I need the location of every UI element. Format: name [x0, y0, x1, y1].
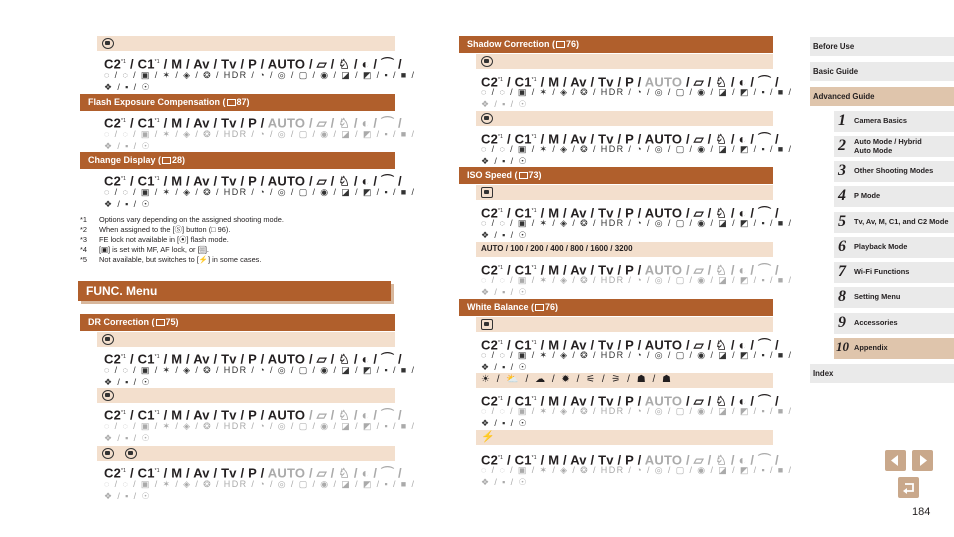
mode-line-3: ❖ / ▪ / ☉: [481, 477, 528, 487]
chapter-label: Appendix: [854, 343, 888, 353]
wb-flash-row: [476, 430, 773, 445]
iso-values-row: [476, 242, 773, 257]
next-page-button[interactable]: [912, 450, 933, 471]
change-display-header: Change Display ( 28): [80, 152, 395, 169]
dr-option-row: [97, 332, 395, 347]
arrow-left-icon: [885, 450, 906, 471]
dr-400-icon: [125, 448, 137, 459]
nav-chapter-8[interactable]: [834, 287, 954, 308]
shadow-auto-icon: [481, 56, 493, 67]
book-icon: [556, 41, 565, 48]
mode-line-2: ◌ / ◌ / ▣ / ✶ / ◈ / ❂ / HDR / ◔ / ◎ / ▢ / ◉ / ◪ / ◩ / ▪ / ■ /: [481, 218, 793, 228]
chapter-number: 5: [838, 213, 846, 230]
footnote: *2 When assigned to the [Ⓢ] button (□ 96).: [80, 225, 231, 234]
mode-line-2: ◌ / ◌ / ▣ / ✶ / ◈ / ❂ / HDR / ◔ / ◎ / ▢ / ◉ / ◪ / ◩ / ▪ / ■ /: [104, 479, 416, 489]
chapter-label: Playback Mode: [854, 242, 908, 252]
dr-off-icon: [102, 390, 114, 401]
prev-page-button[interactable]: [885, 450, 906, 471]
mode-line: C2$^{*1}$ / C1$^{*1}$ / M / Av / Tv / P / AUTO / ▱ / ♘ / ◐ / ⌒ /: [481, 262, 779, 278]
nav-chapter-5[interactable]: [834, 212, 954, 233]
mode-line-2: ◌ / ◌ / ▣ / ✶ / ◈ / ❂ / HDR / ◔ / ◎ / ▢ / ◉ / ◪ / ◩ / ▪ / ■ /: [481, 350, 793, 360]
chapter-number: 3: [838, 162, 846, 179]
white-balance-header: White Balance ( 76): [459, 299, 773, 316]
mode-line-3: ❖ / ▪ / ☉: [481, 362, 528, 372]
mode-line: C2$^{*1}$ / C1$^{*1}$ / M / Av / Tv / P / AUTO / ▱ / ♘ / ◐ / ⌒ /: [104, 351, 402, 367]
wb-presets-icons: ☀ / ⛅ / ☁ / ✹ / ⚟ / ⚞ / ☗ / ☗: [481, 374, 673, 385]
mode-line-2: ◌ / ◌ / ▣ / ✶ / ◈ / ❂ / HDR / ◔ / ◎ / ▢ / ◉ / ◪ / ◩ / ▪ / ■ /: [104, 365, 416, 375]
footnote: *3 FE lock not available in [⦿] flash mode.: [80, 235, 229, 244]
nav-chapter-10[interactable]: [834, 338, 954, 359]
book-icon: [156, 319, 165, 326]
chapter-label: Auto Mode / Hybrid Auto Mode: [854, 137, 922, 155]
mode-line-3: ❖ / ▪ / ☉: [481, 287, 528, 297]
chapter-label: P Mode: [854, 191, 881, 201]
nav-before-use[interactable]: Before Use: [810, 37, 954, 56]
mode-line-3: ❖ / ▪ / ☉: [481, 230, 528, 240]
mode-line-2: ◌ / ◌ / ▣ / ✶ / ◈ / ❂ / HDR / ◔ / ◎ / ▢ / ◉ / ◪ / ◩ / ▪ / ■ /: [481, 87, 793, 97]
dr-option-row: [97, 446, 395, 461]
nav-basic-guide[interactable]: Basic Guide: [810, 62, 954, 81]
chapter-number: 4: [838, 187, 846, 204]
nav-chapter-1[interactable]: [834, 111, 954, 132]
chapter-number: 9: [838, 314, 846, 331]
mode-line-3: ❖ / ▪ / ☉: [481, 418, 528, 428]
mode-line: C2$^{*1}$ / C1$^{*1}$ / M / Av / Tv / P / AUTO / ▱ / ♘ / ◐ / ⌒ /: [481, 393, 779, 409]
mode-line: C2$^{*1}$ / C1$^{*1}$ / M / Av / Tv / P / AUTO / ▱ / ♘ / ◐ / ⌒ /: [481, 205, 779, 221]
nav-chapter-6[interactable]: [834, 237, 954, 258]
chapter-number: 7: [838, 263, 846, 280]
mode-line-3: ❖ / ▪ / ☉: [104, 377, 151, 387]
book-icon: [519, 172, 528, 179]
iso-option-row: [476, 185, 773, 200]
wb-option-row: [476, 317, 773, 332]
mode-line: C2$^{*1}$ / C1$^{*1}$ / M / Av / Tv / P / AUTO / ▱ / ♘ / ◐ / ⌒ /: [104, 465, 402, 481]
mode-line-2: ◌ / ◌ / ▣ / ✶ / ◈ / ❂ / HDR / ◔ / ◎ / ▢ / ◉ / ◪ / ◩ / ▪ / ■ /: [104, 421, 416, 431]
flash-mode-icon: [102, 38, 114, 49]
nav-chapter-3[interactable]: [834, 161, 954, 182]
mode-line-2: ◌ / ◌ / ▣ / ✶ / ◈ / ❂ / HDR / ◔ / ◎ / ▢ / ◉ / ◪ / ◩ / ▪ / ■ /: [481, 406, 793, 416]
mode-line-3: ❖ / ▪ / ☉: [104, 199, 151, 209]
chapter-number: 2: [838, 137, 846, 154]
chapter-label: Camera Basics: [854, 116, 908, 126]
mode-line-2: ◌ / ◌ / ▣ / ✶ / ◈ / ❂ / HDR / ◔ / ◎ / ▢ / ◉ / ◪ / ◩ / ▪ / ■ /: [104, 70, 416, 80]
dr-auto-icon: [102, 334, 114, 345]
dr-correction-header: DR Correction ( 75): [80, 314, 395, 331]
shadow-option-row: [476, 111, 773, 126]
mode-line: C2$^{*1}$ / C1$^{*1}$ / M / Av / Tv / P / AUTO / ▱ / ♘ / ◐ / ⌒ /: [481, 74, 779, 90]
mode-line-3: ❖ / ▪ / ☉: [481, 156, 528, 166]
shadow-option-row: [476, 54, 773, 69]
mode-line-2: ◌ / ◌ / ▣ / ✶ / ◈ / ❂ / HDR / ◔ / ◎ / ▢ / ◉ / ◪ / ◩ / ▪ / ■ /: [481, 275, 793, 285]
return-button[interactable]: [898, 477, 919, 498]
book-icon: [535, 304, 544, 311]
book-icon: [162, 157, 171, 164]
chapter-label: Wi-Fi Functions: [854, 267, 910, 277]
mode-line: C2$^{*1}$ / C1$^{*1}$ / M / Av / Tv / P / AUTO / ▱ / ♘ / ◐ / ⌒ /: [481, 337, 779, 353]
flash-icon: ⚡: [481, 431, 495, 443]
nav-advanced-guide[interactable]: Advanced Guide: [810, 87, 954, 106]
nav-chapter-2[interactable]: [834, 136, 954, 157]
mode-line: C2$^{*1}$ / C1$^{*1}$ / M / Av / Tv / P / AUTO / ▱ / ♘ / ◐ / ⌒ /: [481, 131, 779, 147]
mode-line: C2$^{*1}$ / C1$^{*1}$ / M / Av / Tv / P / AUTO / ▱ / ♘ / ◐ / ⌒ /: [104, 115, 402, 131]
nav-chapter-4[interactable]: [834, 186, 954, 207]
iso-auto-icon: [481, 187, 493, 198]
return-icon: [898, 477, 919, 498]
page-number: 184: [912, 506, 931, 518]
wb-presets-row: [476, 373, 773, 388]
footnote: *1 Options vary depending on the assigned shooting mode.: [80, 215, 284, 224]
nav-index[interactable]: Index: [810, 364, 954, 383]
arrow-right-icon: [912, 450, 933, 471]
nav-chapter-9[interactable]: [834, 313, 954, 334]
mode-line: C2$^{*1}$ / C1$^{*1}$ / M / Av / Tv / P / AUTO / ▱ / ♘ / ◐ / ⌒ /: [104, 173, 402, 189]
mode-line: C2$^{*1}$ / C1$^{*1}$ / M / Av / Tv / P / AUTO / ▱ / ♘ / ◐ / ⌒ /: [481, 452, 779, 468]
mode-line: C2$^{*1}$ / C1$^{*1}$ / M / Av / Tv / P / AUTO / ▱ / ♘ / ◐ / ⌒ /: [104, 56, 402, 72]
mode-line-3: ❖ / ▪ / ☉: [104, 82, 151, 92]
dr-option-row: [97, 388, 395, 403]
chapter-number: 10: [836, 339, 849, 354]
chapter-number: 1: [838, 112, 846, 129]
flash-mode-row: [97, 36, 395, 51]
mode-line-3: ❖ / ▪ / ☉: [104, 491, 151, 501]
mode-line: C2$^{*1}$ / C1$^{*1}$ / M / Av / Tv / P / AUTO / ▱ / ♘ / ◐ / ⌒ /: [104, 407, 402, 423]
footnote: *4 [▣] is set with MF, AF lock, or [▒].: [80, 245, 209, 254]
dr-200-icon: [102, 448, 114, 459]
flash-exposure-compensation-header: Flash Exposure Compensation ( 87): [80, 94, 395, 111]
mode-line-3: ❖ / ▪ / ☉: [481, 99, 528, 109]
mode-line-3: ❖ / ▪ / ☉: [104, 141, 151, 151]
iso-speed-header: ISO Speed ( 73): [459, 167, 773, 184]
shadow-off-icon: [481, 113, 493, 124]
mode-line-2: ◌ / ◌ / ▣ / ✶ / ◈ / ❂ / HDR / ◔ / ◎ / ▢ / ◉ / ◪ / ◩ / ▪ / ■ /: [481, 465, 793, 475]
nav-chapter-7[interactable]: [834, 262, 954, 283]
func-menu-heading: FUNC. Menu: [78, 281, 391, 301]
shadow-correction-header: Shadow Correction ( 76): [459, 36, 773, 53]
book-icon: [227, 99, 236, 106]
chapter-label: Tv, Av, M, C1, and C2 Mode: [854, 217, 949, 227]
chapter-label: Other Shooting Modes: [854, 166, 934, 176]
mode-line-3: ❖ / ▪ / ☉: [104, 433, 151, 443]
mode-line-2: ◌ / ◌ / ▣ / ✶ / ◈ / ❂ / HDR / ◔ / ◎ / ▢ / ◉ / ◪ / ◩ / ▪ / ■ /: [481, 144, 793, 154]
footnote: *5 Not available, but switches to [⚡] in some cases.: [80, 255, 262, 264]
chapter-label: Accessories: [854, 318, 898, 328]
wb-auto-icon: [481, 319, 493, 330]
mode-line-2: ◌ / ◌ / ▣ / ✶ / ◈ / ❂ / HDR / ◔ / ◎ / ▢ / ◉ / ◪ / ◩ / ▪ / ■ /: [104, 187, 416, 197]
chapter-number: 6: [838, 238, 846, 255]
iso-values: AUTO / 100 / 200 / 400 / 800 / 1600 / 3200: [481, 244, 633, 253]
chapter-label: Setting Menu: [854, 292, 901, 302]
chapter-number: 8: [838, 288, 846, 305]
mode-line-2: ◌ / ◌ / ▣ / ✶ / ◈ / ❂ / HDR / ◔ / ◎ / ▢ / ◉ / ◪ / ◩ / ▪ / ■ /: [104, 129, 416, 139]
